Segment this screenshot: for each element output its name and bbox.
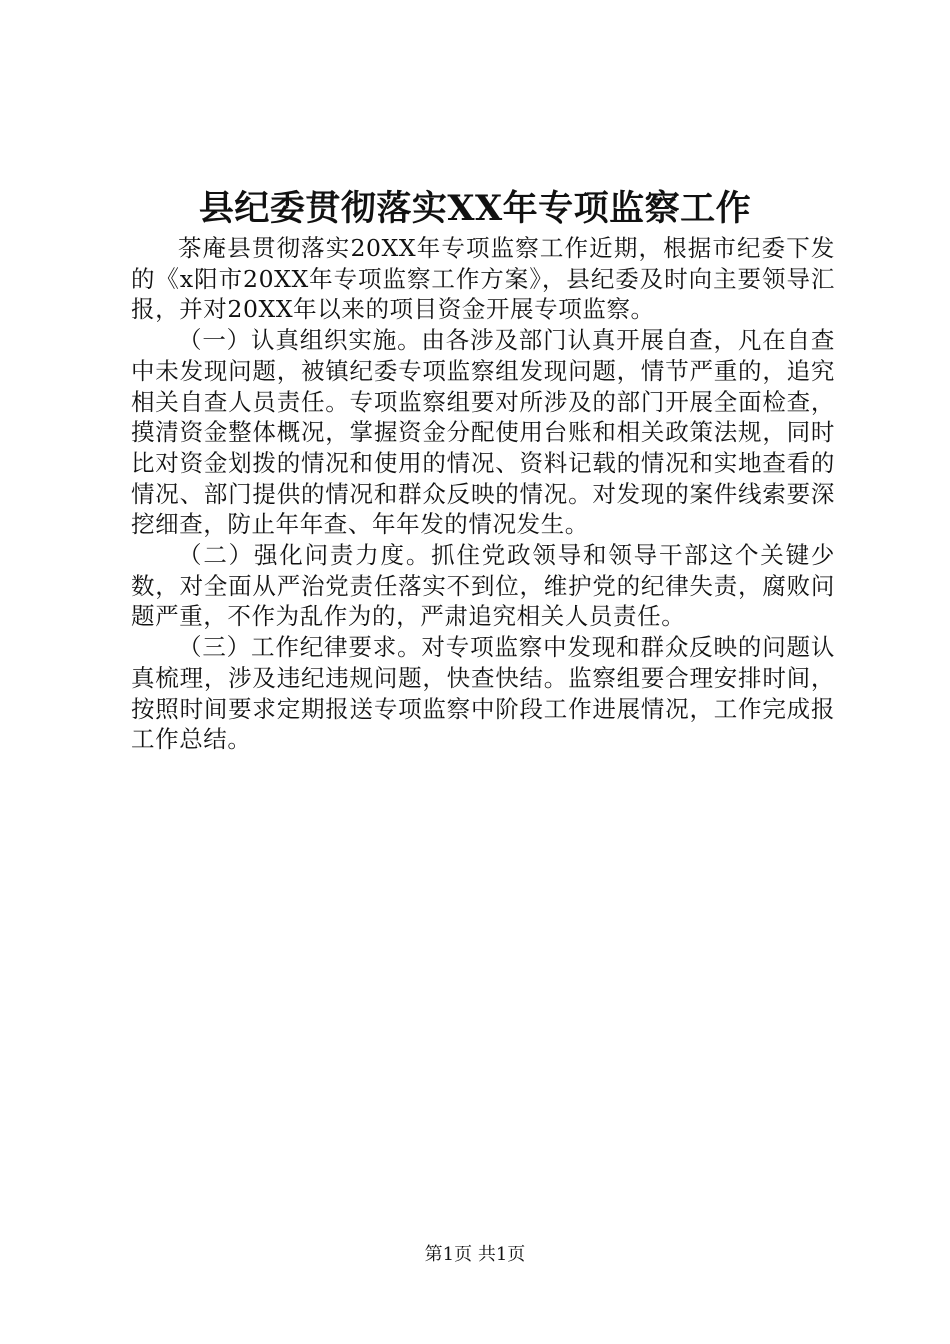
document-title: 县纪委贯彻落实XX年专项监察工作 (198, 188, 752, 229)
paragraph-section-3: （三）工作纪律要求。对专项监察中发现和群众反映的问题认真梳理，涉及违纪违规问题，快查快结。监察组要合理安排时间，按照时间要求定期报送专项监察中阶段工作进展情况，工作完成报工作总结。 (131, 633, 835, 754)
paragraph-section-1: （一）认真组织实施。由各涉及部门认真开展自查，凡在自查中未发现问题，被镇纪委专项监察组发现问题，情节严重的，追究相关自查人员责任。专项监察组要对所涉及的部门开展全面检查，摸清资金整体概况，掌握资金分配使用台账和相关政策法规，同时比对资金划拨的情况和使用的情况、资料记载的情况和实地查看的情况、部门提供的情况和群众反映的情况。对发现的案件线索要深挖细查，防止年年查、年年发的情况发生。 (131, 326, 835, 539)
page-number-footer: 第1页 共1页 (424, 1244, 526, 1265)
paragraph-intro: 茶庵县贯彻落实20XX年专项监察工作近期，根据市纪委下发的《x阳市20XX年专项监察工作方案》，县纪委及时向主要领导汇报，并对20XX年以来的项目资金开展专项监察。 (131, 234, 835, 324)
document-body (131, 233, 835, 755)
paragraph-section-2: （二）强化问责力度。抓住党政领导和领导干部这个关键少数，对全面从严治党责任落实不到位，维护党的纪律失责，腐败问题严重，不作为乱作为的，严肃追究相关人员责任。 (131, 541, 835, 631)
